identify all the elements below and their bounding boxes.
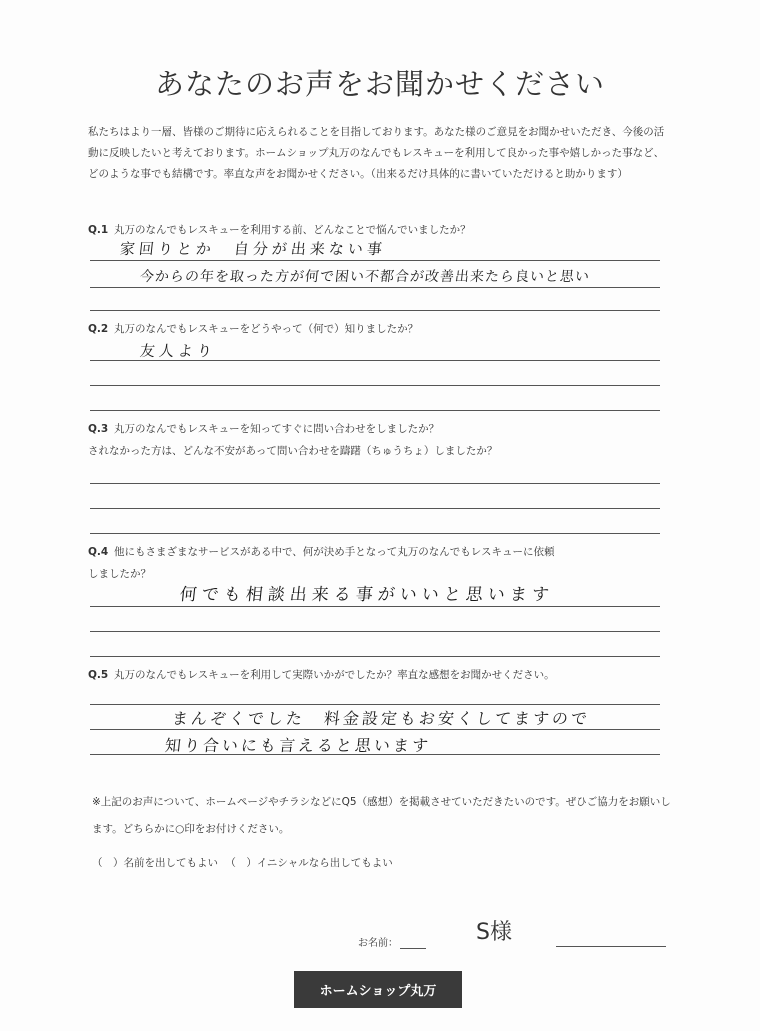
answer-line xyxy=(90,606,660,607)
publication-note: ※上記のお声について、ホームページやチラシなどにQ5（感想）を掲載させていただきたいのです。ぜひご協力をお願いします。どちらかに○印をお付けください。 xyxy=(92,796,671,835)
intro-text: 私たちはより一層、皆様のご期待に応えられることを目指しております。あなた様のご意見をお聞かせいただき、今後の活動に反映したいと考えております。ホームショップ丸万のなんでもレスキューを利用して良かった事や嬉しかった事など、どのような事でも結構です。率直な声をお聞かせください。（出来るだけ具体的に書いていただけると助かります） xyxy=(88,126,665,180)
question-3-number: Q.3 xyxy=(88,423,109,435)
answer-line xyxy=(90,287,660,288)
question-3-text: 丸万のなんでもレスキューを知ってすぐに問い合わせをしましたか？ xyxy=(114,423,440,435)
answer-line xyxy=(90,533,660,534)
question-2-text: 丸万のなんでもレスキューをどうやって（何で）知りましたか？ xyxy=(114,323,419,335)
answer-line xyxy=(90,729,660,730)
answer-line xyxy=(90,704,660,705)
question-4-text-2: しましたか？ xyxy=(88,568,151,580)
name-blank-line xyxy=(400,948,426,949)
name-label: お名前： xyxy=(358,938,398,949)
question-4 xyxy=(88,541,678,585)
answer-5-line-2: 知り合いにも言えると思います xyxy=(163,736,432,755)
answer-4: 何でも相談出来る事がいいと思います xyxy=(178,585,555,605)
answer-2: 友人より xyxy=(139,342,217,360)
question-3-text-2: されなかった方は、どんな不安があって問い合わせを躊躇（ちゅうちょ）しましたか？ xyxy=(88,445,498,457)
answer-line xyxy=(90,631,660,632)
answer-line xyxy=(90,410,660,411)
answer-line xyxy=(90,360,660,361)
question-4-text: 他にもさまざまなサービスがある中で、何が決め手となって丸万のなんでもレスキューに依頼 xyxy=(114,546,555,558)
customer-name: S様 xyxy=(476,920,512,945)
question-5-text: 丸万のなんでもレスキューを利用して実際いかがでしたか？率直な感想をお聞かせください。 xyxy=(114,669,555,681)
answer-line xyxy=(90,656,660,657)
question-2 xyxy=(88,318,678,340)
answer-1-line-2: 今からの年を取った方が何で困い不都合が改善出来たら良いと思い xyxy=(139,269,591,285)
question-3 xyxy=(88,418,678,462)
question-1-number: Q.1 xyxy=(88,224,109,236)
answer-line xyxy=(90,508,660,509)
answer-line xyxy=(90,385,660,386)
signature-line xyxy=(556,946,666,947)
question-1-text: 丸万のなんでもレスキューを利用する前、どんなことで悩んでいましたか？ xyxy=(114,224,471,236)
question-5 xyxy=(88,664,678,686)
answer-1-line-1: 家回りとか 自分が出来ない事 xyxy=(119,240,387,258)
answer-line xyxy=(90,483,660,484)
answer-line xyxy=(90,310,660,311)
question-2-number: Q.2 xyxy=(88,323,109,335)
question-4-number: Q.4 xyxy=(88,546,109,558)
choice-full-name[interactable]: （ ）名前を出してもよい xyxy=(92,857,218,869)
page-title: あなたのお声をお聞かせください xyxy=(154,67,605,101)
choice-initials[interactable]: （ ）イニシャルなら出してもよい xyxy=(225,857,393,869)
question-5-number: Q.5 xyxy=(88,669,109,681)
permission-choices xyxy=(92,855,397,870)
store-logo: ホームショップ丸万 xyxy=(294,971,462,1008)
answer-line xyxy=(90,260,660,261)
answer-5-line-1: まんぞくでした 料金設定もお安くしてますので xyxy=(170,709,591,728)
answer-line xyxy=(90,754,660,755)
name-field xyxy=(358,934,426,949)
